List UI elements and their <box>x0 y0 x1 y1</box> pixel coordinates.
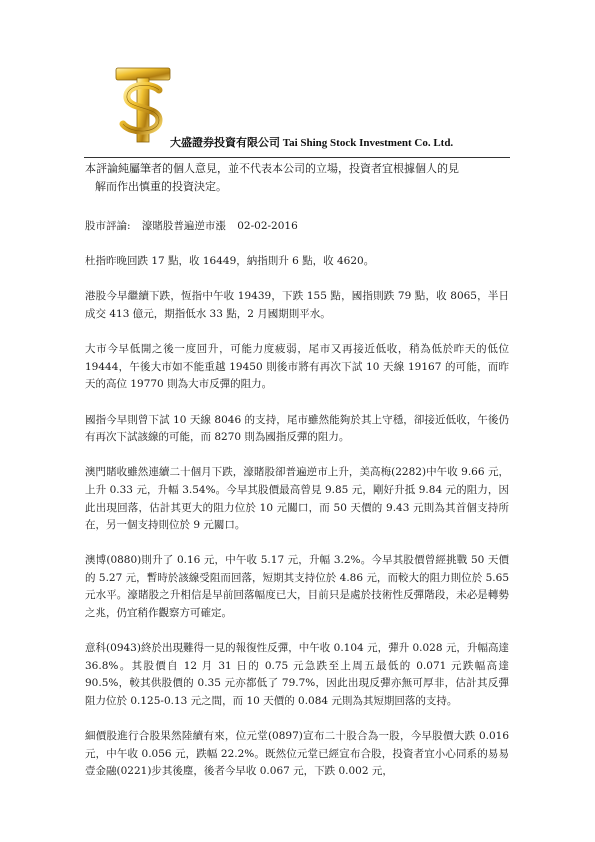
paragraph-mgm: 澳門賭收雖然連續二十個月下跌，濠賭股卻普遍逆市上升，美高梅(2282)中午收 9.66 元，上升 0.33 元，升幅 3.54%。今早其股價最高曾見 9.85 元，剛好升抵 9.84 元的阻力，因此出現回落，估計其更大的阻力位於 10 元關口，而 50 天價的 9.43 元則為其首個支持所在，另一個支持則位於 9 元關口。 <box>85 466 509 532</box>
disclaimer-line-1: 本評論純屬筆者的個人意見，並不代表本公司的立場，投資者宜根據個人的見 <box>85 162 459 175</box>
header-divider <box>84 157 510 158</box>
article-title: 濠賭股普遍逆市漲 <box>141 220 226 232</box>
disclaimer-line-2: 解而作出慎重的投資決定。 <box>95 180 227 193</box>
company-name: 大盛證券投資有限公司 Tai Shing Stock Investment Co. Ltd. <box>170 137 454 149</box>
article-label: 股市評論: <box>85 220 131 232</box>
disclaimer <box>85 160 505 196</box>
paragraph-sjm: 澳博(0880)則升了 0.16 元，中午收 5.17 元，升幅 3.2%。今早其股價曾經挑戰 50 天價的 5.27 元，暫時於該線受阻而回落，短期其支持位於 4.86 元，而較大的阻力則位於 5.65 元水平。濠賭股之升相信是早前回落幅度已大，目前只是處於技術性反彈階段，未必是轉勢之兆，仍宜稍作觀察方可確定。 <box>85 554 509 620</box>
paragraph-dow: 杜指昨晚回跌 17 點，收 16449，納指則升 6 點，收 4620。 <box>85 255 375 268</box>
paragraph-market: 大市今早低開之後一度回升，可能力度疲弱，尾市又再接近低收，稍為低於昨天的低位 19444，午後大市如不能重越 19450 則後市將有再次下試 10 天線 19167 的可能，而昨天的高位 19770 則為大市反彈的阻力。 <box>85 343 509 391</box>
article-heading <box>85 218 509 236</box>
article-date: 02-02-2016 <box>237 220 298 232</box>
paragraph-hsi: 港股今早繼續下跌，恆指中午收 19439，下跌 155 點，國指則跌 79 點，收 8065，半日成交 413 億元，期指低水 33 點，2 月國期則平水。 <box>85 290 509 320</box>
paragraph-small-caps: 細價股進行合股果然陸續有來，位元堂(0897)宣布二十股合為一股，今早股價大跌 0.016 元，中午收 0.056 元，跌幅 22.2%。既然位元堂已經宣布合股，投資者宜小心同系的易易壹金融(0221)步其後塵，後者今早收 0.067 元，下跌 0.002 元， <box>85 730 509 778</box>
paragraph-hscei: 國指今早則曾下試 10 天線 8046 的支持，尾市雖然能夠於其上守穩，卻接近低收，午後仍有再次下試該線的可能，而 8270 則為國指反彈的阻力。 <box>85 413 509 444</box>
company-logo <box>113 64 173 146</box>
paragraph-eforce: 意科(0943)終於出現難得一見的報復性反彈，中午收 0.104 元，彈升 0.028 元，升幅高達 36.8%。其股價自 12 月 31 日的 0.75 元急跌至上周五最低的 0.071 元跌幅高達 90.5%，較其供股價的 0.35 元亦都低了 79.7%，因此出現反彈亦無可厚非，估計其反彈阻力位於 0.125-0.13 元之間，而 10 天價的 0.084 元則為其短期回落的支持。 <box>85 642 509 708</box>
article-body <box>85 218 509 799</box>
